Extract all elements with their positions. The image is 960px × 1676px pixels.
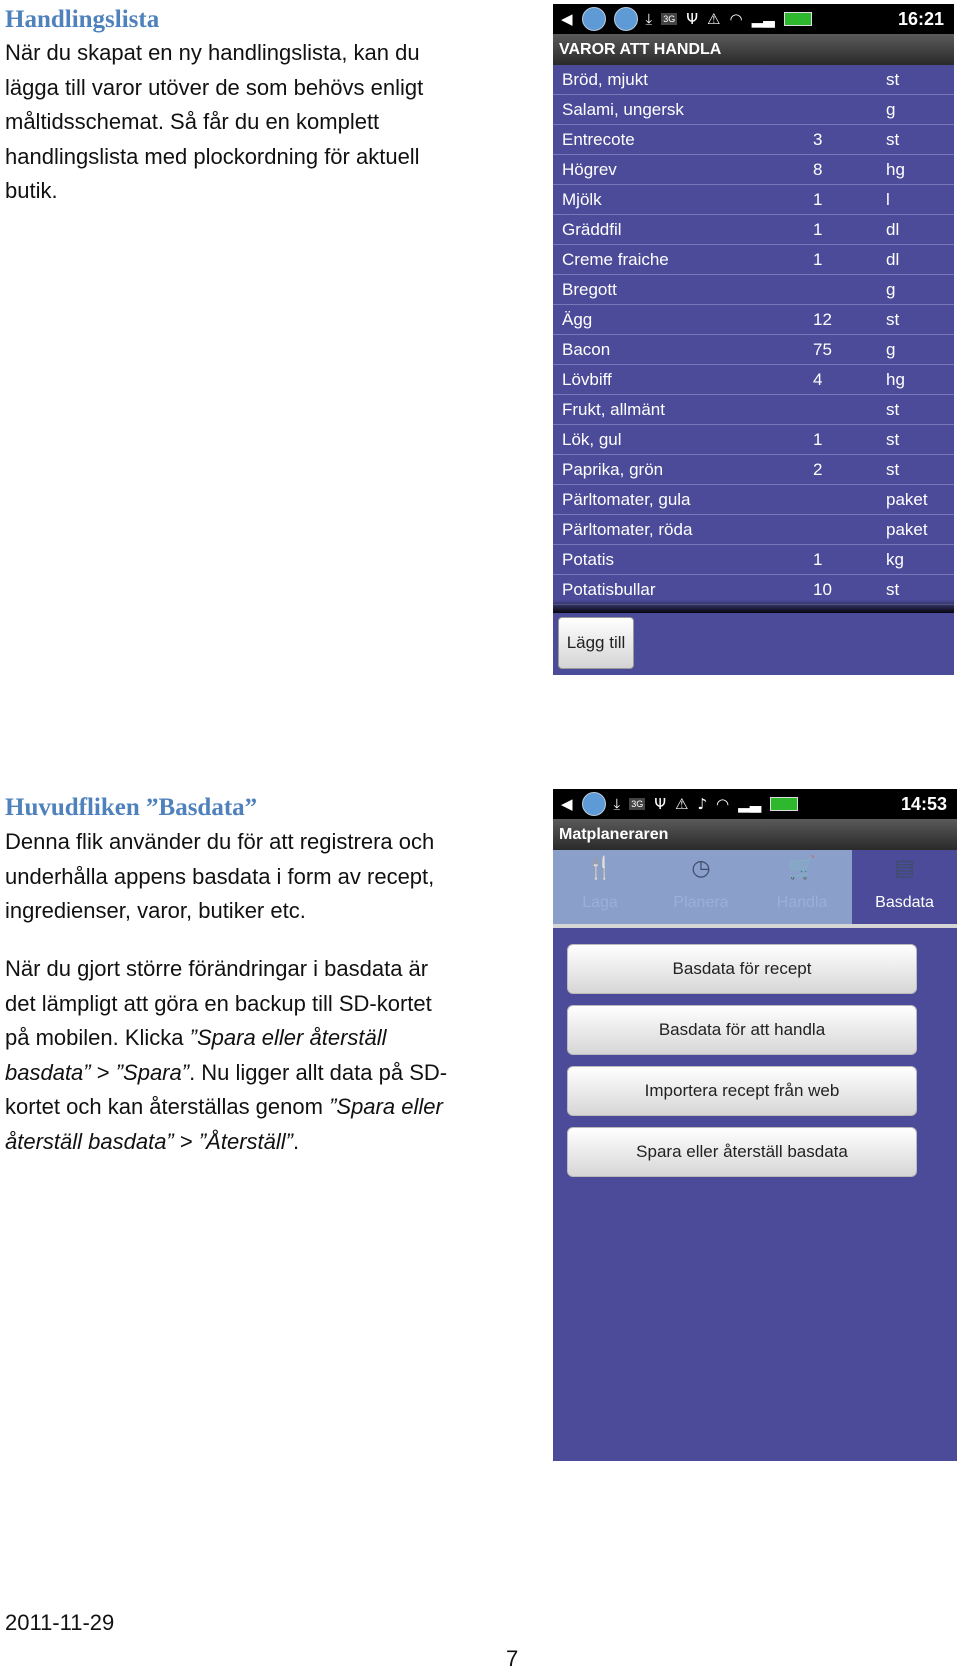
item-qty: 12 [813, 310, 832, 329]
database-icon: ▤ [894, 856, 915, 881]
wifi-icon: ◠ [716, 794, 730, 813]
text-line: underhålla appens basdata i form av recept, [5, 863, 435, 889]
clock-icon: ◷ [691, 856, 711, 881]
italic-segment: ”Spara eller [329, 1094, 443, 1119]
tab-label: Basdata [875, 894, 934, 911]
list-item[interactable] [553, 515, 954, 545]
item-name: Pärltomater, gula [562, 490, 691, 509]
list-item[interactable] [553, 455, 954, 485]
text-line: lägga till varor utöver de som behövs enligt [5, 74, 424, 100]
cart-icon: 🛒 [788, 856, 816, 881]
text-line: handlingslista med plockordning för aktuell [5, 143, 420, 169]
item-name: Bröd, mjukt [562, 70, 648, 89]
item-qty: 1 [813, 550, 823, 569]
tab-handla[interactable] [755, 850, 849, 924]
tab-planera[interactable] [654, 850, 748, 924]
item-name: Bregott [562, 280, 617, 299]
item-unit: st [886, 580, 900, 599]
item-name: Högrev [562, 160, 617, 179]
list-item[interactable] [553, 545, 954, 575]
tab-label: Laga [582, 894, 618, 911]
import-recipe-button[interactable]: Importera recept från web [567, 1066, 917, 1116]
item-name: Lök, gul [562, 430, 622, 449]
item-qty: 75 [813, 340, 832, 359]
item-qty: 1 [813, 430, 823, 449]
item-name: Bacon [562, 340, 611, 359]
list-fade [553, 600, 954, 614]
3g-icon: 3G [631, 799, 644, 809]
text-line: måltidsschemat. Så får du en komplett [5, 109, 380, 134]
item-name: Lövbiff [562, 370, 612, 389]
usb-icon: Ψ [686, 9, 699, 28]
item-unit: l [886, 190, 890, 209]
section-heading-basdata: Huvudfliken ”Basdata” [5, 794, 258, 821]
text-line: När du gjort större förändringar i basdata är [5, 956, 429, 981]
item-qty: 3 [813, 130, 823, 149]
basdata-recept-button[interactable]: Basdata för recept [567, 944, 917, 994]
list-item[interactable] [553, 365, 954, 395]
bottom-bar [553, 613, 954, 675]
save-restore-button[interactable]: Spara eller återställ basdata [567, 1127, 917, 1177]
item-qty: 10 [813, 580, 832, 599]
text-line: butik. [5, 178, 58, 203]
item-name: Frukt, allmänt [562, 400, 665, 419]
status-time: 14:53 [900, 793, 947, 814]
item-name: Potatisbullar [562, 580, 656, 599]
section-heading-handlingslista: Handlingslista [5, 6, 160, 33]
item-name: Mjölk [562, 190, 602, 209]
text-segment: kortet och kan återställas genom [5, 1094, 330, 1119]
item-unit: paket [886, 490, 928, 509]
wifi-icon: ◠ [729, 9, 743, 28]
item-qty: 1 [813, 220, 823, 239]
text-line: ingredienser, varor, butiker etc. [5, 898, 306, 923]
text-line: När du skapat en ny handlingslista, kan du [5, 40, 420, 65]
item-unit: paket [886, 520, 928, 539]
item-name: Pärltomater, röda [562, 520, 693, 539]
download-icon: ⤓ [613, 794, 621, 813]
item-name: Potatis [562, 550, 614, 569]
item-unit: st [886, 70, 900, 89]
item-unit: g [886, 280, 896, 299]
item-unit: st [886, 430, 900, 449]
phone-screenshot-basdata [553, 789, 957, 1461]
item-name: Gräddfil [562, 220, 622, 239]
page-number: 7 [506, 1646, 519, 1671]
italic-segment: ”Spara” [115, 1059, 190, 1085]
text-segment: . [292, 1128, 300, 1154]
usb-icon: Ψ [654, 794, 667, 813]
item-qty: 8 [813, 160, 823, 179]
text-line: det lämpligt att göra en backup till SD-kortet [5, 990, 432, 1016]
tab-laga[interactable] [553, 850, 647, 924]
item-qty: 4 [813, 370, 823, 389]
item-qty: 2 [813, 460, 823, 479]
list-item[interactable] [553, 245, 954, 275]
list-item[interactable] [553, 65, 954, 95]
tab-bar [553, 850, 957, 928]
status-bar [553, 4, 954, 34]
fork-knife-icon: 🍴 [586, 856, 614, 881]
back-icon: ◀ [561, 794, 573, 813]
tab-label: Handla [776, 894, 828, 911]
list-item[interactable] [553, 395, 954, 425]
battery-icon [784, 12, 812, 26]
app-notification-icon [582, 792, 606, 816]
basdata-handla-button[interactable]: Basdata för att handla [567, 1005, 917, 1055]
list-item[interactable] [553, 305, 954, 335]
app-title: Matplaneraren [553, 819, 957, 850]
signal-icon: ▂▃ [738, 794, 762, 813]
italic-segment: basdata” [5, 1059, 91, 1085]
text-segment: > [173, 1128, 199, 1154]
list-item[interactable] [553, 275, 954, 305]
item-unit: dl [886, 220, 900, 239]
list-item[interactable] [553, 155, 954, 185]
item-unit: g [886, 340, 896, 359]
list-title: VAROR ATT HANDLA [553, 34, 954, 65]
item-unit: g [886, 100, 896, 119]
shopping-list[interactable] [553, 65, 954, 613]
status-bar [553, 789, 957, 819]
download-icon: ⤓ [645, 9, 653, 28]
item-qty: 1 [813, 250, 823, 269]
item-unit: dl [886, 250, 900, 269]
list-item[interactable] [553, 425, 954, 455]
text-segment: . Nu ligger allt data på SD- [189, 1059, 448, 1085]
item-unit: kg [886, 550, 904, 569]
warning-icon: ⚠ [675, 794, 689, 813]
italic-segment: ”Spara eller återställ [189, 1025, 387, 1050]
list-item[interactable] [553, 95, 954, 125]
item-unit: hg [886, 370, 905, 389]
item-unit: st [886, 130, 900, 149]
item-unit: st [886, 310, 900, 329]
mute-icon: ♪ [697, 794, 708, 813]
warning-icon: ⚠ [707, 9, 721, 28]
text-segment: > [90, 1059, 116, 1085]
item-unit: hg [886, 160, 905, 179]
item-unit: st [886, 460, 900, 479]
item-name: Entrecote [562, 130, 635, 149]
text-segment: på mobilen. Klicka [5, 1025, 190, 1050]
list-item[interactable] [553, 335, 954, 365]
item-qty: 1 [813, 190, 823, 209]
item-name: Creme fraiche [562, 250, 669, 269]
list-item[interactable] [553, 215, 954, 245]
status-time: 16:21 [897, 8, 944, 29]
list-item[interactable] [553, 485, 954, 515]
italic-segment: ”Återställ” [198, 1128, 293, 1154]
section-paragraph [5, 825, 475, 929]
item-unit: st [886, 400, 900, 419]
item-name: Salami, ungersk [562, 100, 684, 119]
section-paragraph-backup [5, 952, 475, 1159]
battery-icon [770, 797, 798, 811]
app-notification-icon [614, 7, 638, 31]
text-line: Denna flik använder du för att registrera och [5, 829, 435, 854]
item-name: Paprika, grön [562, 460, 664, 479]
list-item[interactable] [553, 125, 954, 155]
italic-segment: återställ basdata” [5, 1128, 174, 1154]
add-item-button[interactable]: Lägg till [558, 617, 634, 669]
tab-label: Planera [673, 894, 729, 911]
back-icon: ◀ [561, 9, 573, 28]
item-name: Ägg [562, 310, 593, 329]
footer-date: 2011-11-29 [5, 1610, 115, 1635]
tab-basdata[interactable] [852, 850, 957, 924]
phone-screenshot-shopping-list [553, 4, 954, 675]
section-paragraph [5, 36, 475, 209]
signal-icon: ▂▃ [751, 9, 775, 28]
list-item[interactable] [553, 185, 954, 215]
app-notification-icon [582, 7, 606, 31]
3g-icon: 3G [663, 14, 676, 24]
